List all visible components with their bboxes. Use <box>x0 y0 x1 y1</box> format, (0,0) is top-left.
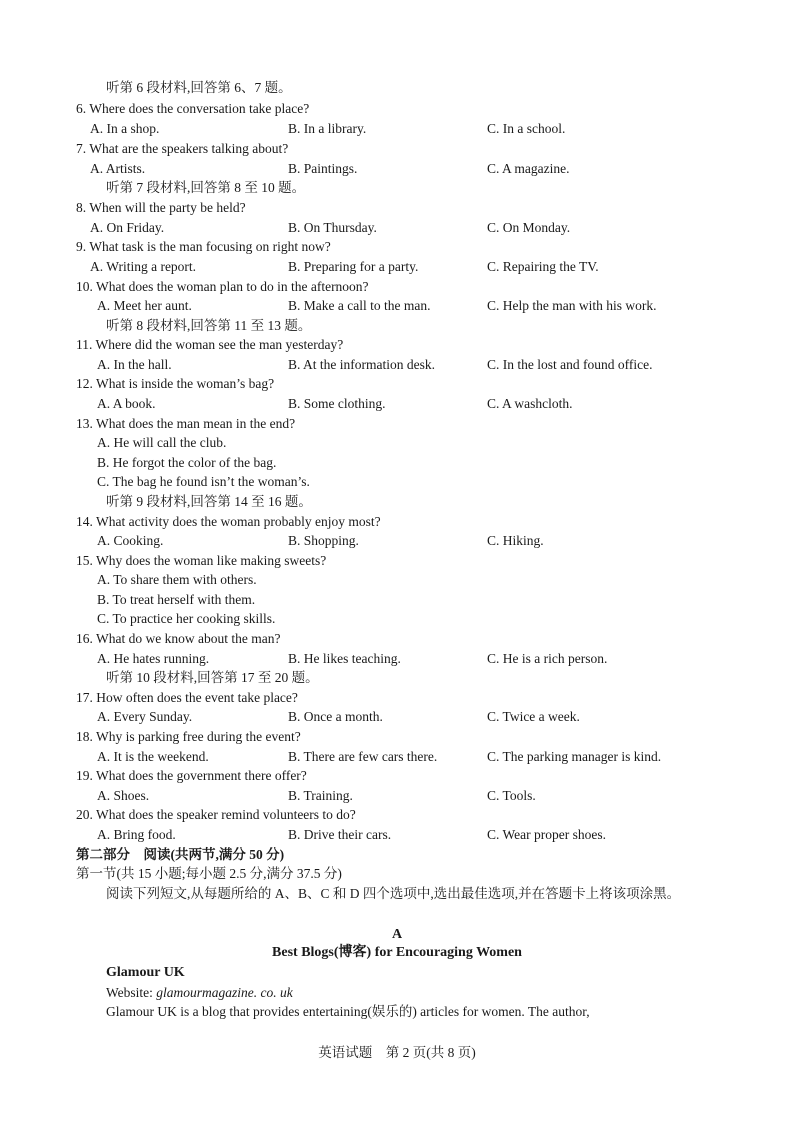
question: 18. Why is parking free during the event? <box>76 729 301 744</box>
section-instruction: 听第 9 段材料,回答第 14 至 16 题。 <box>106 494 312 509</box>
option-a: A. He will call the club. <box>97 435 227 450</box>
option-a: A. In the hall. <box>97 357 172 372</box>
option-b: B. On Thursday. <box>288 220 377 235</box>
option-a: A. A book. <box>97 396 156 411</box>
option-c: C. Tools. <box>487 788 536 803</box>
option-a: A. Writing a report. <box>90 259 197 274</box>
website-line <box>106 983 293 1002</box>
option-a: A. Cooking. <box>97 533 164 548</box>
option-b: B. He forgot the color of the bag. <box>97 455 277 470</box>
option-a: A. In a shop. <box>90 121 160 136</box>
reading-instruction: 阅读下列短文,从每题所给的 A、B、C 和 D 四个选项中,选出最佳选项,并在答题卡上将该项涂黑。 <box>106 886 681 901</box>
question: 6. Where does the conversation take place? <box>76 101 310 116</box>
option-a: A. He hates running. <box>97 651 210 666</box>
question: 16. What do we know about the man? <box>76 631 281 646</box>
passage-letter: A <box>391 927 403 942</box>
option-b: B. Once a month. <box>288 709 383 724</box>
option-a: A. It is the weekend. <box>97 749 209 764</box>
option-c: C. In a school. <box>487 121 566 136</box>
section-instruction: 听第 7 段材料,回答第 8 至 10 题。 <box>106 180 306 195</box>
question: 14. What activity does the woman probably enjoy most? <box>76 514 381 529</box>
question: 19. What does the government there offer? <box>76 768 307 783</box>
option-a: A. Bring food. <box>97 827 176 842</box>
option-a: A. Artists. <box>90 161 146 176</box>
option-b: B. Drive their cars. <box>288 827 392 842</box>
website-label: Website: <box>106 985 153 1000</box>
question: 8. When will the party be held? <box>76 200 246 215</box>
option-b: B. Shopping. <box>288 533 359 548</box>
option-c: C. Hiking. <box>487 533 544 548</box>
option-b: B. Make a call to the man. <box>288 298 431 313</box>
option-a: A. Meet her aunt. <box>97 298 192 313</box>
section-instruction: 听第 6 段材料,回答第 6、7 题。 <box>106 80 292 95</box>
option-c: C. In the lost and found office. <box>487 357 653 372</box>
option-b: B. In a library. <box>288 121 367 136</box>
option-c: C. The bag he found isn’t the woman’s. <box>97 474 310 489</box>
part-heading: 第二部分 阅读(共两节,满分 50 分) <box>76 847 285 862</box>
option-b: B. Preparing for a party. <box>288 259 419 274</box>
question: 10. What does the woman plan to do in the afternoon? <box>76 279 369 294</box>
option-c: C. He is a rich person. <box>487 651 608 666</box>
option-c: C. Twice a week. <box>487 709 580 724</box>
question: 12. What is inside the woman’s bag? <box>76 376 275 391</box>
option-a: A. Every Sunday. <box>97 709 193 724</box>
option-b: B. He likes teaching. <box>288 651 401 666</box>
page-footer: 英语试题 第 2 页(共 8 页) <box>318 1045 476 1060</box>
option-c: C. Wear proper shoes. <box>487 827 607 842</box>
website-url: glamourmagazine. co. uk <box>156 985 293 1000</box>
question: 20. What does the speaker remind volunteers to do? <box>76 807 356 822</box>
option-a: A. Shoes. <box>97 788 150 803</box>
section-heading: 第一节(共 15 小题;每小题 2.5 分,满分 37.5 分) <box>76 866 342 881</box>
option-a: A. To share them with others. <box>97 572 257 587</box>
option-b: B. Training. <box>288 788 353 803</box>
question: 9. What task is the man focusing on right now? <box>76 239 331 254</box>
section-instruction: 听第 10 段材料,回答第 17 至 20 题。 <box>106 670 319 685</box>
option-c: C. Help the man with his work. <box>487 298 657 313</box>
option-c: C. The parking manager is kind. <box>487 749 662 764</box>
option-c: C. To practice her cooking skills. <box>97 611 276 626</box>
passage-title: Best Blogs(博客) for Encouraging Women <box>272 945 522 960</box>
option-c: C. A washcloth. <box>487 396 573 411</box>
option-c: C. Repairing the TV. <box>487 259 599 274</box>
option-a: A. On Friday. <box>90 220 165 235</box>
blog-name: Glamour UK <box>106 965 185 980</box>
option-c: C. On Monday. <box>487 220 571 235</box>
option-b: B. Some clothing. <box>288 396 386 411</box>
question: 11. Where did the woman see the man yesterday? <box>76 337 344 352</box>
question: 13. What does the man mean in the end? <box>76 416 296 431</box>
option-b: B. There are few cars there. <box>288 749 438 764</box>
option-b: B. To treat herself with them. <box>97 592 256 607</box>
passage-text: Glamour UK is a blog that provides entertaining(娱乐的) articles for women. The author, <box>106 1004 590 1019</box>
option-c: C. A magazine. <box>487 161 570 176</box>
question: 17. How often does the event take place? <box>76 690 298 705</box>
question: 7. What are the speakers talking about? <box>76 141 289 156</box>
question: 15. Why does the woman like making sweets? <box>76 553 327 568</box>
section-instruction: 听第 8 段材料,回答第 11 至 13 题。 <box>106 318 312 333</box>
option-b: B. At the information desk. <box>288 357 435 372</box>
option-b: B. Paintings. <box>288 161 358 176</box>
